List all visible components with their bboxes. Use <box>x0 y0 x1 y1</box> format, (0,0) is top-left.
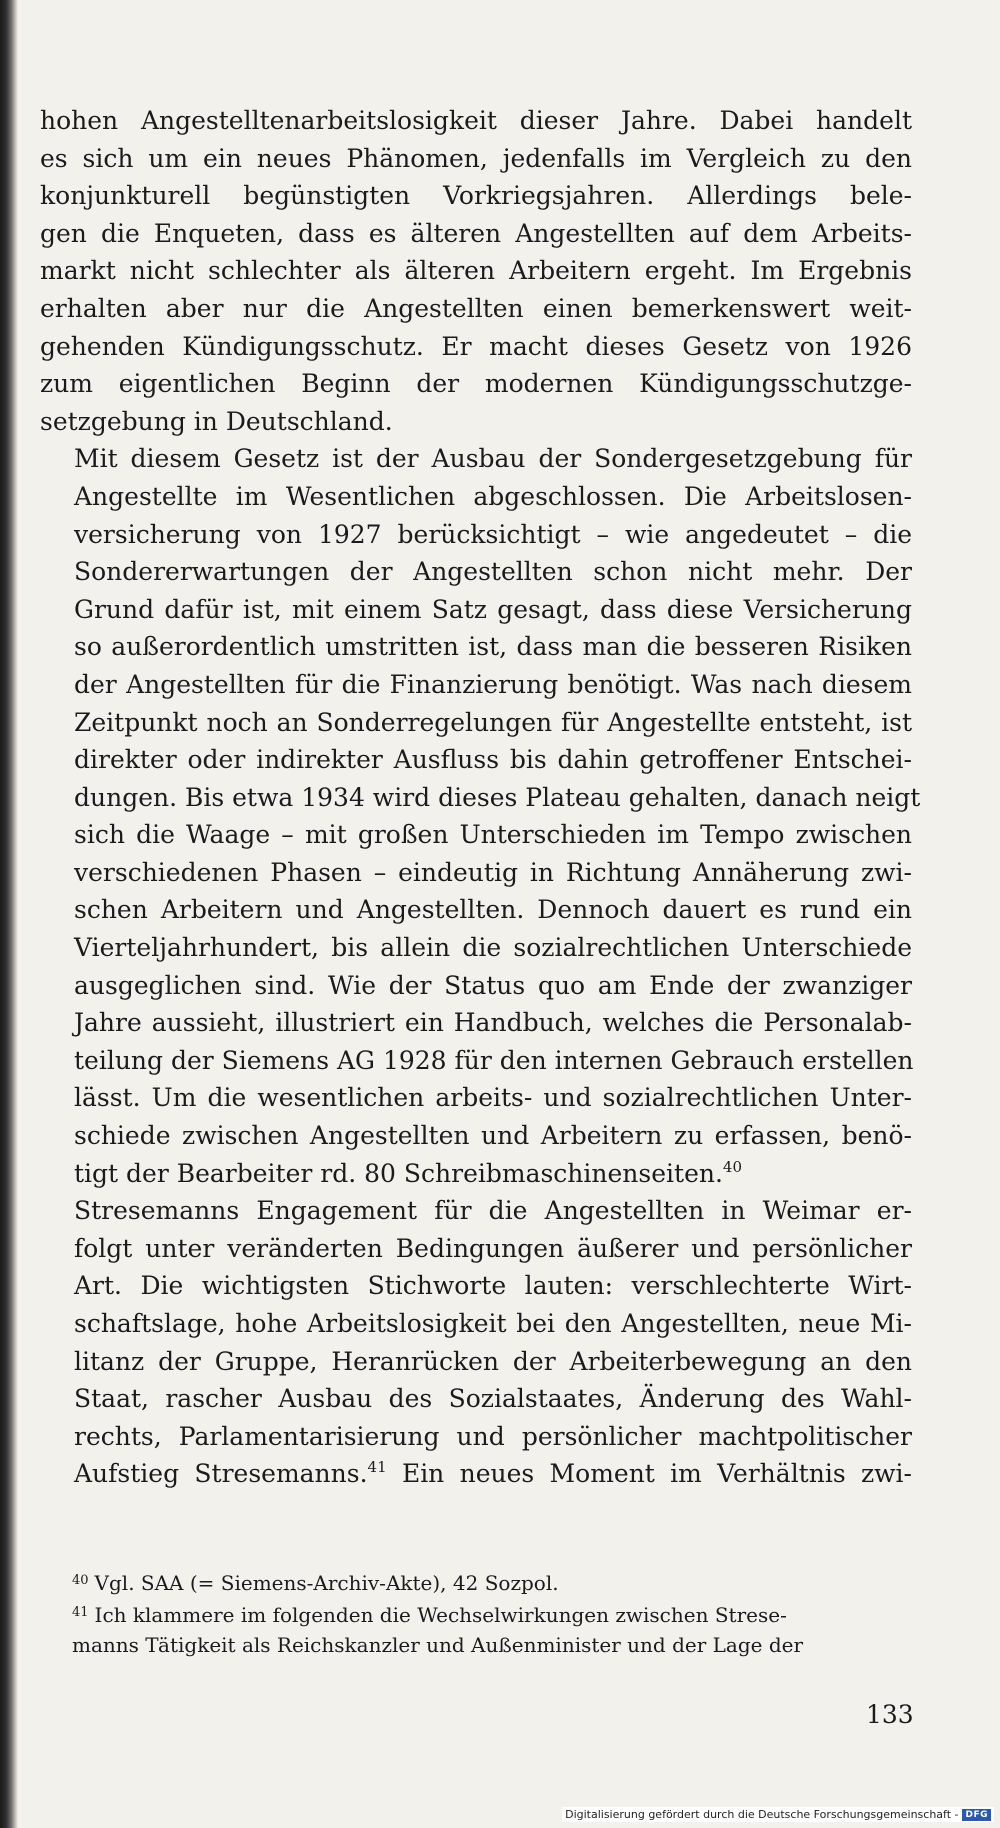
footnote-reference[interactable]: 41 <box>367 1458 387 1477</box>
text-segment: Ein neues Moment im Verhältnis zwi- <box>386 1459 912 1489</box>
text-line: der Angestellten für die Finanzierung benötigt. Was nach diesem <box>74 669 912 699</box>
text-line: versicherung von 1927 berücksichtigt – wie angedeutet – die <box>74 519 912 549</box>
text-segment: Aufstieg Stresemanns. <box>74 1459 368 1489</box>
text-line: gen die Enqueten, dass es älteren Angestellten auf dem Arbeits- <box>40 218 912 248</box>
text-line: so außerordentlich umstritten ist, dass man die besseren Risiken <box>74 632 912 662</box>
text-line: Staat, rascher Ausbau des Sozialstaates, Änderung des Wahl- <box>74 1384 912 1414</box>
text-line: es sich um ein neues Phänomen, jedenfalls im Vergleich zu den <box>40 143 912 173</box>
footnote <box>72 1598 912 1660</box>
text-line: Jahre aussieht, illustriert ein Handbuch, welches die Personalab- <box>74 1008 912 1038</box>
text-line: schaftslage, hohe Arbeitslosigkeit bei den Angestellten, neue Mi- <box>74 1309 912 1338</box>
text-line: teilung der Siemens AG 1928 für den internen Gebrauch erstellen <box>74 1045 914 1075</box>
text-line: rechts, Parlamentarisierung und persönlicher machtpolitischer <box>74 1421 912 1451</box>
footnote-text: manns Tätigkeit als Reichskanzler und Außenminister und der Lage der <box>72 1633 804 1657</box>
text-line: hohen Angestelltenarbeitslosigkeit dieser Jahre. Dabei handelt <box>40 106 912 135</box>
text-line: direkter oder indirekter Ausfluss bis dahin getroffener Entschei- <box>74 745 912 775</box>
text-line: dungen. Bis etwa 1934 wird dieses Plateau gehalten, danach neigt <box>74 782 921 812</box>
body-text <box>40 102 921 1493</box>
text-line: Art. Die wichtigsten Stichworte lauten: verschlechterte Wirt- <box>74 1271 912 1301</box>
text-line: Mit diesem Gesetz ist der Ausbau der Sondergesetzgebung für <box>74 444 912 474</box>
text-line: schiede zwischen Angestellten und Arbeitern zu erfassen, benö- <box>74 1121 912 1151</box>
text-line: sich die Waage – mit großen Unterschieden im Tempo zwischen <box>74 820 912 850</box>
paragraph-3 <box>40 1192 912 1493</box>
footnote-text: Ich klammere im folgenden die Wechselwirkungen zwischen Strese- <box>94 1603 787 1627</box>
text-line: erhalten aber nur die Angestellten einen bemerkenswert weit- <box>40 293 912 323</box>
footnote <box>72 1566 912 1598</box>
text-line: gehenden Kündigungsschutz. Er macht dieses Gesetz von 1926 <box>40 331 912 361</box>
text-line: Zeitpunkt noch an Sonderregelungen für Angestellte entsteht, ist <box>74 707 912 737</box>
text-line: folgt unter veränderten Bedingungen äußerer und persönlicher <box>74 1233 912 1263</box>
text-line: verschiedenen Phasen – eindeutig in Richtung Annäherung zwi- <box>74 857 912 887</box>
book-spine-shadow <box>0 0 18 1828</box>
text-line: schen Arbeitern und Angestellten. Dennoch dauert es rund ein <box>74 895 912 925</box>
text-line: Sondererwartungen der Angestellten schon nicht mehr. Der <box>74 557 912 587</box>
text-line: ausgeglichen sind. Wie der Status quo am Ende der zwanziger <box>74 970 912 1000</box>
dfg-logo-icon: DFG <box>962 1809 991 1821</box>
page-number: 133 <box>866 1700 914 1729</box>
footnote-reference[interactable]: 40 <box>722 1157 743 1176</box>
digitization-credit <box>562 1807 994 1822</box>
text-line: Angestellte im Wesentlichen abgeschlossen. Die Arbeitslosen- <box>74 481 912 511</box>
footnotes <box>72 1566 912 1660</box>
text-line: Vierteljahrhundert, bis allein die sozialrechtlichen Unterschiede <box>74 933 912 963</box>
text-line: lässt. Um die wesentlichen arbeits- und sozialrechtlichen Unter- <box>74 1083 912 1113</box>
text-line: litanz der Gruppe, Heranrücken der Arbeiterbewegung an den <box>74 1346 912 1376</box>
footnote-number: 41 <box>72 1605 89 1620</box>
text-line: tigt der Bearbeiter rd. 80 Schreibmaschinenseiten. <box>74 1158 723 1188</box>
paragraph-2 <box>40 440 921 1192</box>
text-line: zum eigentlichen Beginn der modernen Kündigungsschutzge- <box>40 369 912 399</box>
text-line: markt nicht schlechter als älteren Arbeitern ergeht. Im Ergebnis <box>40 256 912 286</box>
text-line: konjunkturell begünstigten Vorkriegsjahren. Allerdings bele- <box>40 181 912 211</box>
credit-text: Digitalisierung gefördert durch die Deutsche Forschungsgemeinschaft - <box>565 1808 959 1821</box>
footnote-number: 40 <box>72 1573 89 1588</box>
text-line: Grund dafür ist, mit einem Satz gesagt, dass diese Versicherung <box>74 594 912 624</box>
footnote-text: Vgl. SAA (= Siemens-Archiv-Akte), 42 Sozpol. <box>94 1571 559 1595</box>
paragraph-1 <box>40 102 912 440</box>
text-line-with-footnote <box>40 1155 912 1193</box>
text-line-with-footnote <box>40 1455 912 1493</box>
text-line: Stresemanns Engagement für die Angestellten in Weimar er- <box>74 1196 912 1226</box>
text-line: setzgebung in Deutschland. <box>40 406 393 436</box>
